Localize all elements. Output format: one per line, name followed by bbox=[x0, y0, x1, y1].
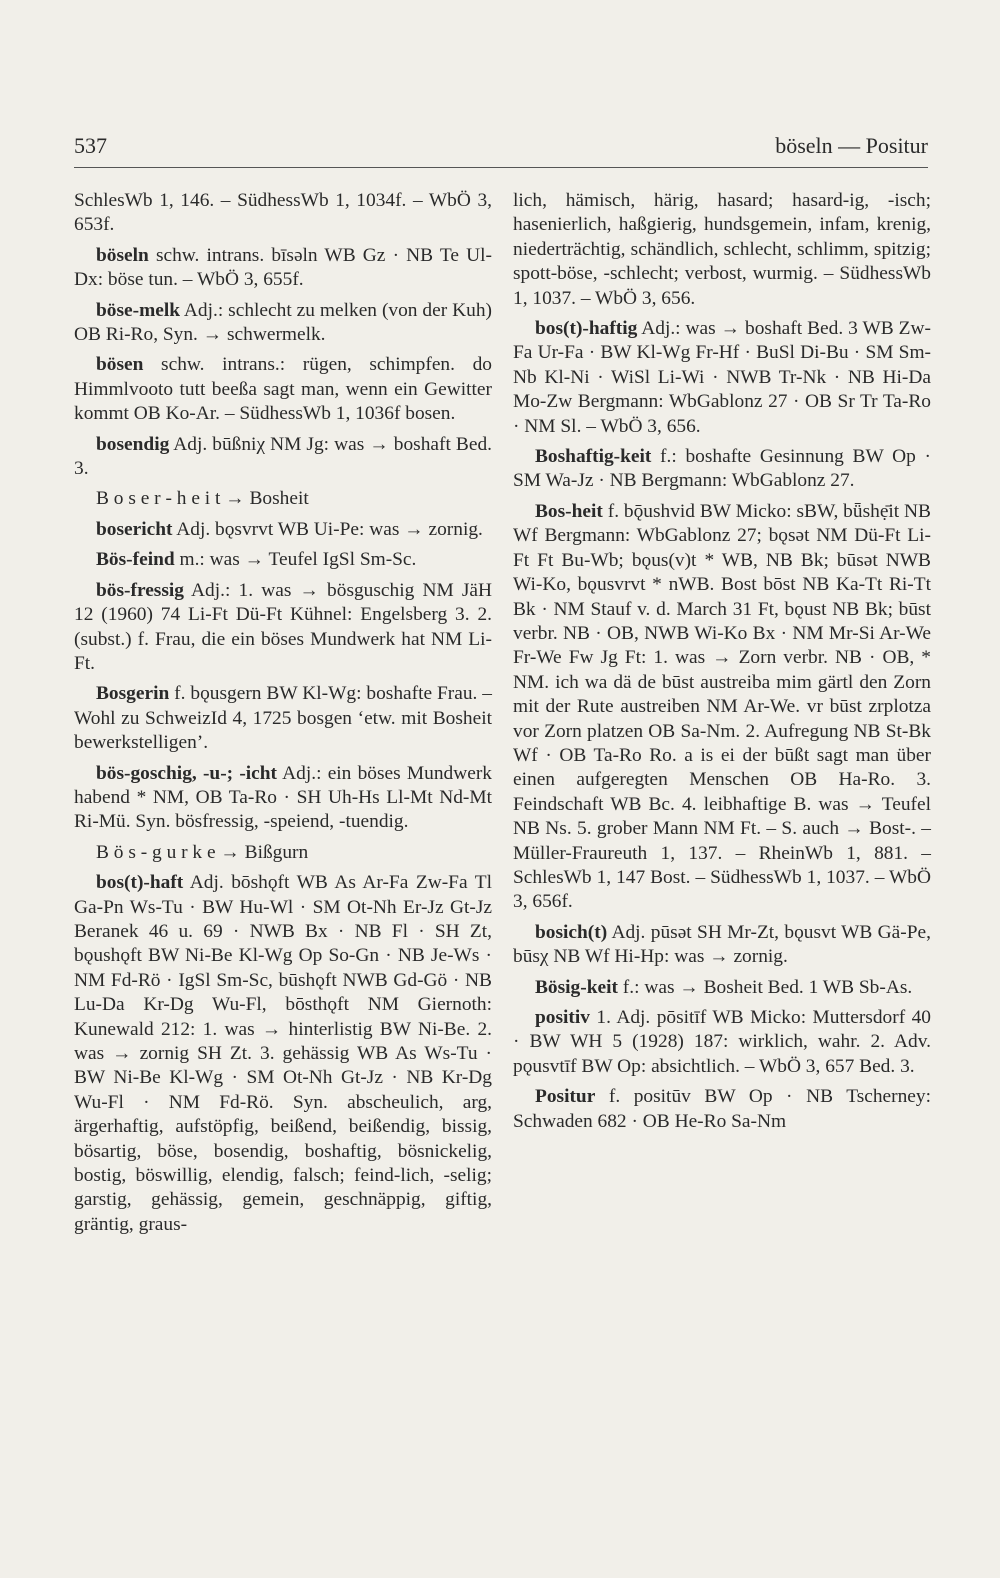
dictionary-entry bbox=[513, 317, 931, 439]
entry-text: f.: was → Bosheit Bed. 1 WB Sb-As. bbox=[617, 976, 913, 998]
running-head: böseln — Positur bbox=[775, 133, 928, 158]
entry-lemma: Boshaftig-keit bbox=[535, 446, 652, 468]
dictionary-entry bbox=[74, 548, 492, 572]
entry-lemma: Positur bbox=[535, 1086, 596, 1108]
entry-text: Adj.: schlecht zu melken (von der Kuh) OB Ri-Ro, Syn. → schwermelk. bbox=[74, 299, 492, 346]
entry-lemma: Bos-heit bbox=[535, 500, 603, 522]
entry-text: f.: boshafte Gesinnung BW Op · SM Wa-Jz · NB Bergmann: WbGablonz 27. bbox=[513, 446, 931, 492]
entry-lemma: Bosgerin bbox=[96, 683, 170, 705]
entry-text: Adj. pūsət SH Mr-Zt, bǫusvt WB Gä-Pe, būsχ NB Wf Hi-Hp: was → zornig. bbox=[513, 921, 931, 968]
dictionary-entry bbox=[74, 518, 492, 542]
entry-lemma: Bösig-keit bbox=[535, 976, 618, 998]
entry-lemma: positiv bbox=[535, 1007, 590, 1028]
entry-lemma: bos(t)-haftig bbox=[535, 318, 638, 340]
dictionary-entry bbox=[74, 244, 492, 293]
entry-lemma: bos(t)-haft bbox=[96, 872, 184, 894]
dictionary-entry bbox=[513, 445, 931, 494]
dictionary-entry bbox=[74, 762, 492, 835]
entry-lemma: bosendig bbox=[96, 433, 170, 455]
entry-lemma: bosericht bbox=[96, 518, 173, 540]
cross-reference bbox=[74, 841, 492, 865]
dictionary-entry bbox=[513, 976, 931, 1000]
entry-text: Adj.: 1. was → bösguschig NM JäH 12 (1960) 74 Li-Ft Dü-Ft Kühnel: Engelsberg 3. 2. (subst.) f. Frau, die ein böses Mundwerk hat NM Li-Ft. bbox=[74, 579, 492, 674]
entry-text: Adj.: was → boshaft Bed. 3 WB Zw-Fa Ur-Fa · BW Kl-Wg Fr-Hf · BuSl Di-Bu · SM Sm-Nb Kl-Ni · WiSl Li-Wi · NWB Tr-Nk · NB Hi-Da Mo-Zw Bergmann: WbGablonz 27 · OB Sr Tr Ta-Ro · NM Sl. – WbÖ 3, 656. bbox=[513, 318, 931, 437]
entry-text: schw. intrans. bīsəln WB Gz · NB Te Ul-Dx: böse tun. – WbÖ 3, 655f. bbox=[74, 244, 492, 291]
dictionary-entry bbox=[513, 921, 931, 970]
entry-text: f. bǫusgern BW Kl-Wg: boshafte Frau. – Wohl zu SchweizId 4, 1725 bosgen ‘etw. mit Bosheit bewerkstelligen’. bbox=[74, 683, 492, 754]
dictionary-entry bbox=[74, 353, 492, 426]
entry-lemma: böse-melk bbox=[96, 299, 181, 321]
entry-text: schw. intrans.: rügen, schimpfen. do Himmlvooto tutt beeßa sagt man, wenn ein Gewitter kommt OB Ko-Ar. – SüdhessWb 1, 1036f bosen. bbox=[74, 354, 492, 425]
entry-text: m.: was → Teufel IgSl Sm-Sc. bbox=[174, 549, 417, 571]
entry-text: Adj. bōshǫft WB As Ar-Fa Zw-Fa Tl Ga-Pn Ws-Tu · BW Hu-Wl · SM Ot-Nh Er-Jz Gt-Jz Beranek 46 u. 69 · NWB Bx · NB Fl · SH Zt, bǫushǫft BW Ni-Be Kl-Wg Op So-Gn · NB Je-Ws · NM Fd-Rö · IgSl Sm-Sc, būshǫft NWB Gd-Gö · NB Lu-Da Kr-Dg Wu-Fl, bōsthǫft NM Giernoth: Kunewald 212: 1. was → hinterlistig BW Ni-Be. 2. was → zornig SH Zt. 3. gehässig WB As Ws-Tu · BW Ni-Be Kl-Wg · SM Ot-Nh Gt-Jz · NB Kr-Dg Wu-Fl · NM Fd-Rö. Syn. abscheulich, arg, ärgerhaftig, aufstöpfig, beißend, beißendig, bissig, bösartig, böse, bosendig, boshaftig, bösnickelig, bostig, böswillig, elendig, falsch; feind-lich, -selig; garstig, gehässig, gemein, geschnäppig, giftig, gräntig, graus- bbox=[74, 872, 492, 1235]
cross-reference bbox=[74, 487, 492, 511]
dictionary-entry bbox=[513, 500, 931, 915]
entry-text: f. bǭushvid BW Micko: sBW, bǖshẹ̄it NB Wf Bergmann: WbGablonz 27; bǫsət NM Dü-Ft Li-Ft Ft Bu-Wb; bǫus(v)t * WB, NB Bk; būsət NWB Wi-Ko, bǫusvrvt * nWB. Bost bōst NB Ka-Tt Ri-Tt Bk · NM Stauf v. d. March 31 Ft, bǫust NB Bk; būst verbr. NB · OB, NWB Wi-Ko Bx · NM Mr-Si Ar-We Fr-We Fw Jg Ft: 1. was → Zorn verbr. NB · OB, * NM. ich wa dä de būst austreiba mim gärtl den Zorn mit der Rute austreiben NM Ar-We. vr būst zrplotza vor Zorn platzen OB Sa-Nm. 2. Aufregung NB St-Bk Wf · OB Ta-Ro Ro. a is ei der būßt sagt man über einen aufgeregten Menschen OB Ha-Ro. 3. Feindschaft WB Bc. 4. leibhaftige B. was → Teufel NB Ns. 5. grober Mann NM Ft. – S. auch → Bost-. – Müller-Fraureuth 1, 137. – RheinWb 1, 881. – SchlesWb 1, 147 Bost. – SüdhessWb 1, 1037. – WbÖ 3, 656f. bbox=[513, 500, 931, 913]
entry-text: B ö s - g u r k e → Bißgurn bbox=[96, 841, 309, 863]
entry-lemma: Bös-feind bbox=[96, 549, 175, 571]
entry-text: lich, hämisch, härig, hasard; hasard-ig, -isch; hasenierlich, haßgierig, hundsgemein, infam, krenig, niederträchtig, schändlich, schlecht, schlimm, spitzig; spott-böse, -schlecht; verbost, wurmig. – SüdhessWb 1, 1037. – WbÖ 3, 656. bbox=[513, 190, 931, 309]
entry-text: Adj. bǫsvrvt WB Ui-Pe: was → zornig. bbox=[172, 518, 483, 540]
dictionary-entry bbox=[74, 579, 492, 677]
entry-text: f. positūv BW Op · NB Tscherney: Schwaden 682 · OB He-Ro Sa-Nm bbox=[513, 1086, 931, 1132]
dictionary-entry bbox=[513, 1085, 931, 1134]
entry-text: Adj.: ein böses Mundwerk habend * NM, OB Ta-Ro · SH Uh-Hs Ll-Mt Nd-Mt Ri-Mü. Syn. bösfressig, -speiend, -tuendig. bbox=[74, 762, 492, 833]
dictionary-entry bbox=[513, 1006, 931, 1079]
right-column bbox=[513, 189, 931, 1140]
entry-text: B o s e r - h e i t → Bosheit bbox=[96, 488, 309, 510]
page-header bbox=[74, 133, 928, 168]
left-column bbox=[74, 189, 492, 1243]
entry-lemma: bös-goschig, -u-; -icht bbox=[96, 762, 278, 784]
entry-lemma: bösen bbox=[96, 354, 144, 376]
dictionary-entry bbox=[74, 871, 492, 1237]
page-number: 537 bbox=[74, 133, 107, 158]
dictionary-entry bbox=[74, 189, 492, 238]
entry-text: Adj. būßniχ NM Jg: was → boshaft Bed. 3. bbox=[74, 433, 492, 480]
entry-lemma: bosich(t) bbox=[535, 921, 608, 943]
dictionary-entry bbox=[74, 299, 492, 348]
entry-continuation bbox=[513, 189, 931, 311]
entry-lemma: böseln bbox=[96, 244, 149, 266]
entry-text: SchlesWb 1, 146. – SüdhessWb 1, 1034f. – WbÖ 3, 653f. bbox=[74, 190, 492, 236]
entry-lemma: bös-fressig bbox=[96, 579, 184, 601]
dictionary-entry bbox=[74, 682, 492, 755]
dictionary-entry bbox=[74, 433, 492, 482]
entry-text: 1. Adj. pōsitīf WB Micko: Muttersdorf 40 · BW WH 5 (1928) 187: wirklich, wahr. 2. Adv. pǫusvtīf BW Op: absichtlich. – WbÖ 3, 657 Bed. 3. bbox=[513, 1007, 931, 1077]
